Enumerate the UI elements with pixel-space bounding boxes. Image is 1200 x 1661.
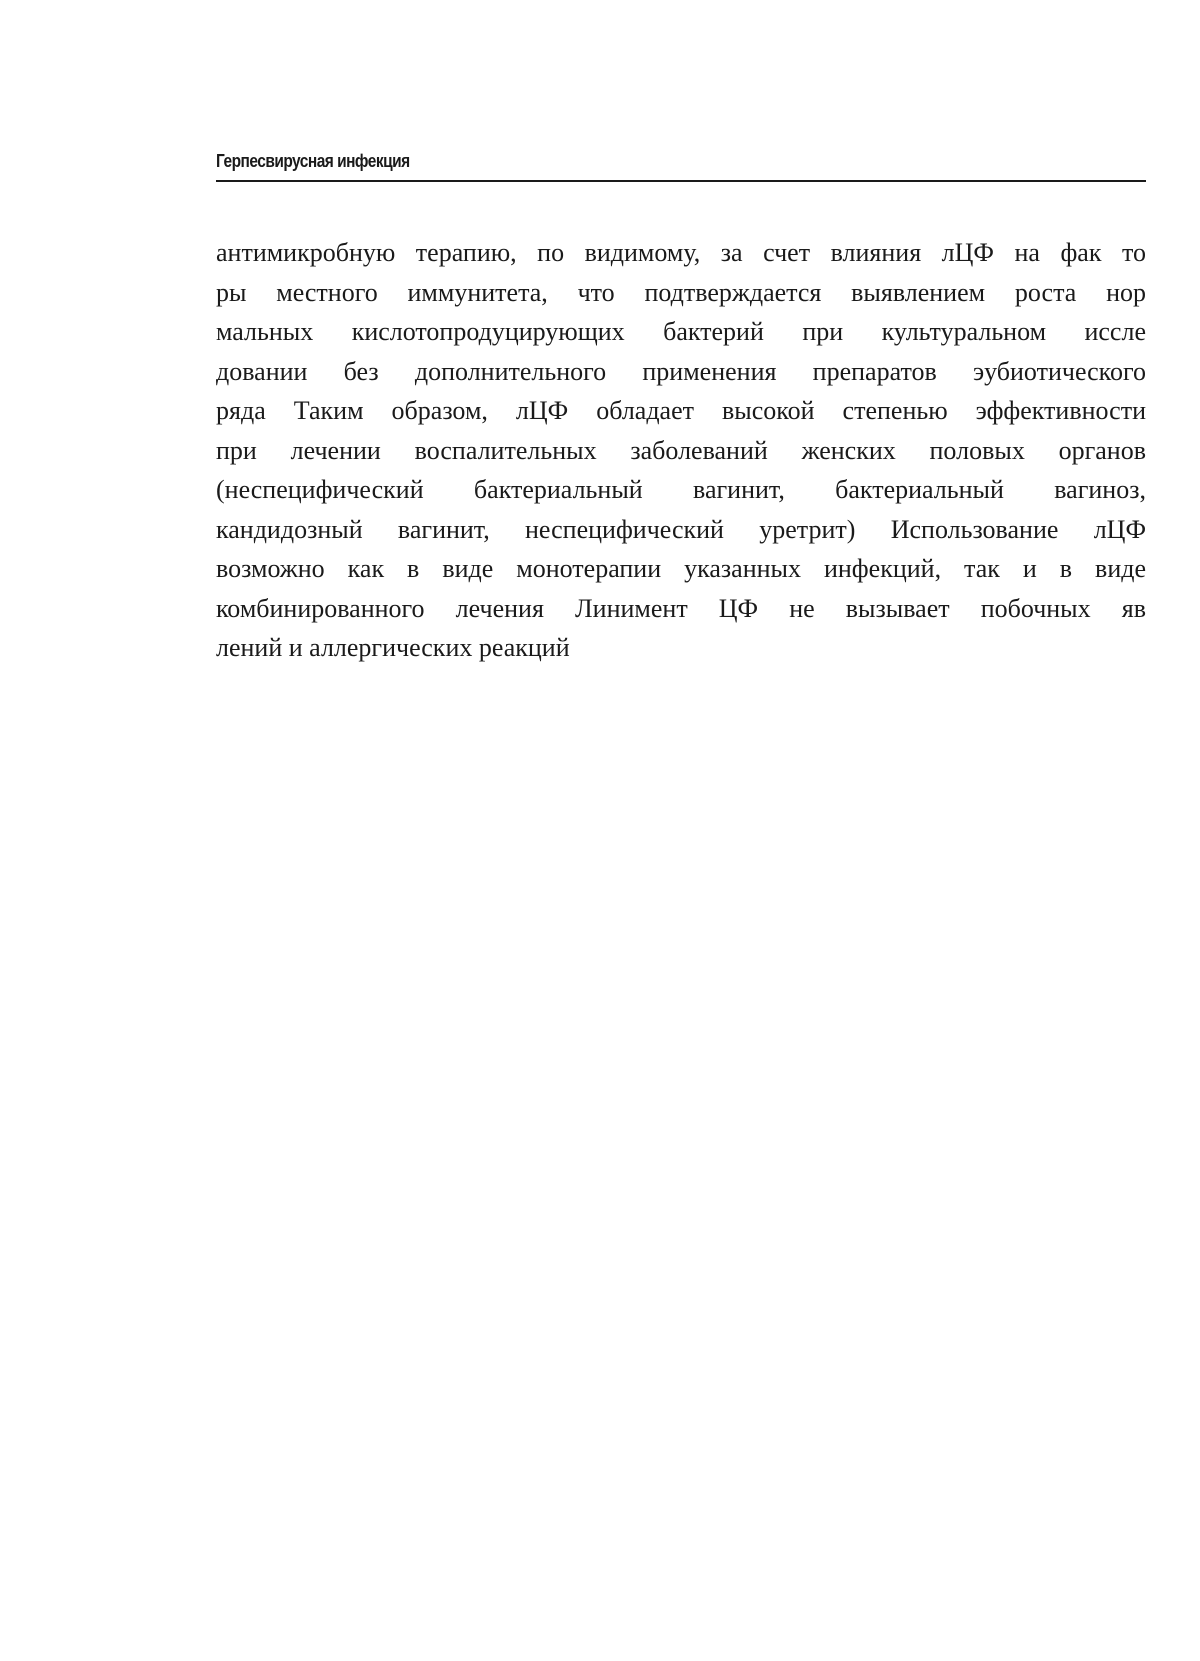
text-line: антимикробную терапию, по видимому, за счет влияния лЦФ на фак то (216, 238, 1146, 267)
text-line: возможно как в виде монотерапии указанных инфекций, так и в виде (216, 554, 1146, 583)
running-head-title: Герпесвирусная инфекция (216, 151, 410, 171)
body-paragraph (216, 233, 1146, 668)
text-line: ряда Таким образом, лЦФ обладает высокой степенью эффективности (216, 396, 1146, 425)
text-line: (неспецифический бактериальный вагинит, бактериальный вагиноз, (216, 475, 1146, 504)
text-line: лений и аллергических реакций (216, 633, 570, 662)
text-line: при лечении воспалительных заболеваний женских половых органов (216, 435, 1146, 465)
text-line: мальных кислотопродуцирующих бактерий при культуральном иссле (216, 317, 1146, 346)
text-line: довании без дополнительного применения препаратов эубиотического (216, 356, 1146, 386)
text-line: кандидозный вагинит, неспецифический уретрит) Использование лЦФ (216, 514, 1146, 544)
text-line: ры местного иммунитета, что подтверждается выявлением роста нор (216, 277, 1146, 307)
running-head (216, 150, 1146, 172)
text-line: комбинированного лечения Линимент ЦФ не вызывает побочных яв (216, 593, 1146, 623)
header-rule (216, 180, 1146, 182)
